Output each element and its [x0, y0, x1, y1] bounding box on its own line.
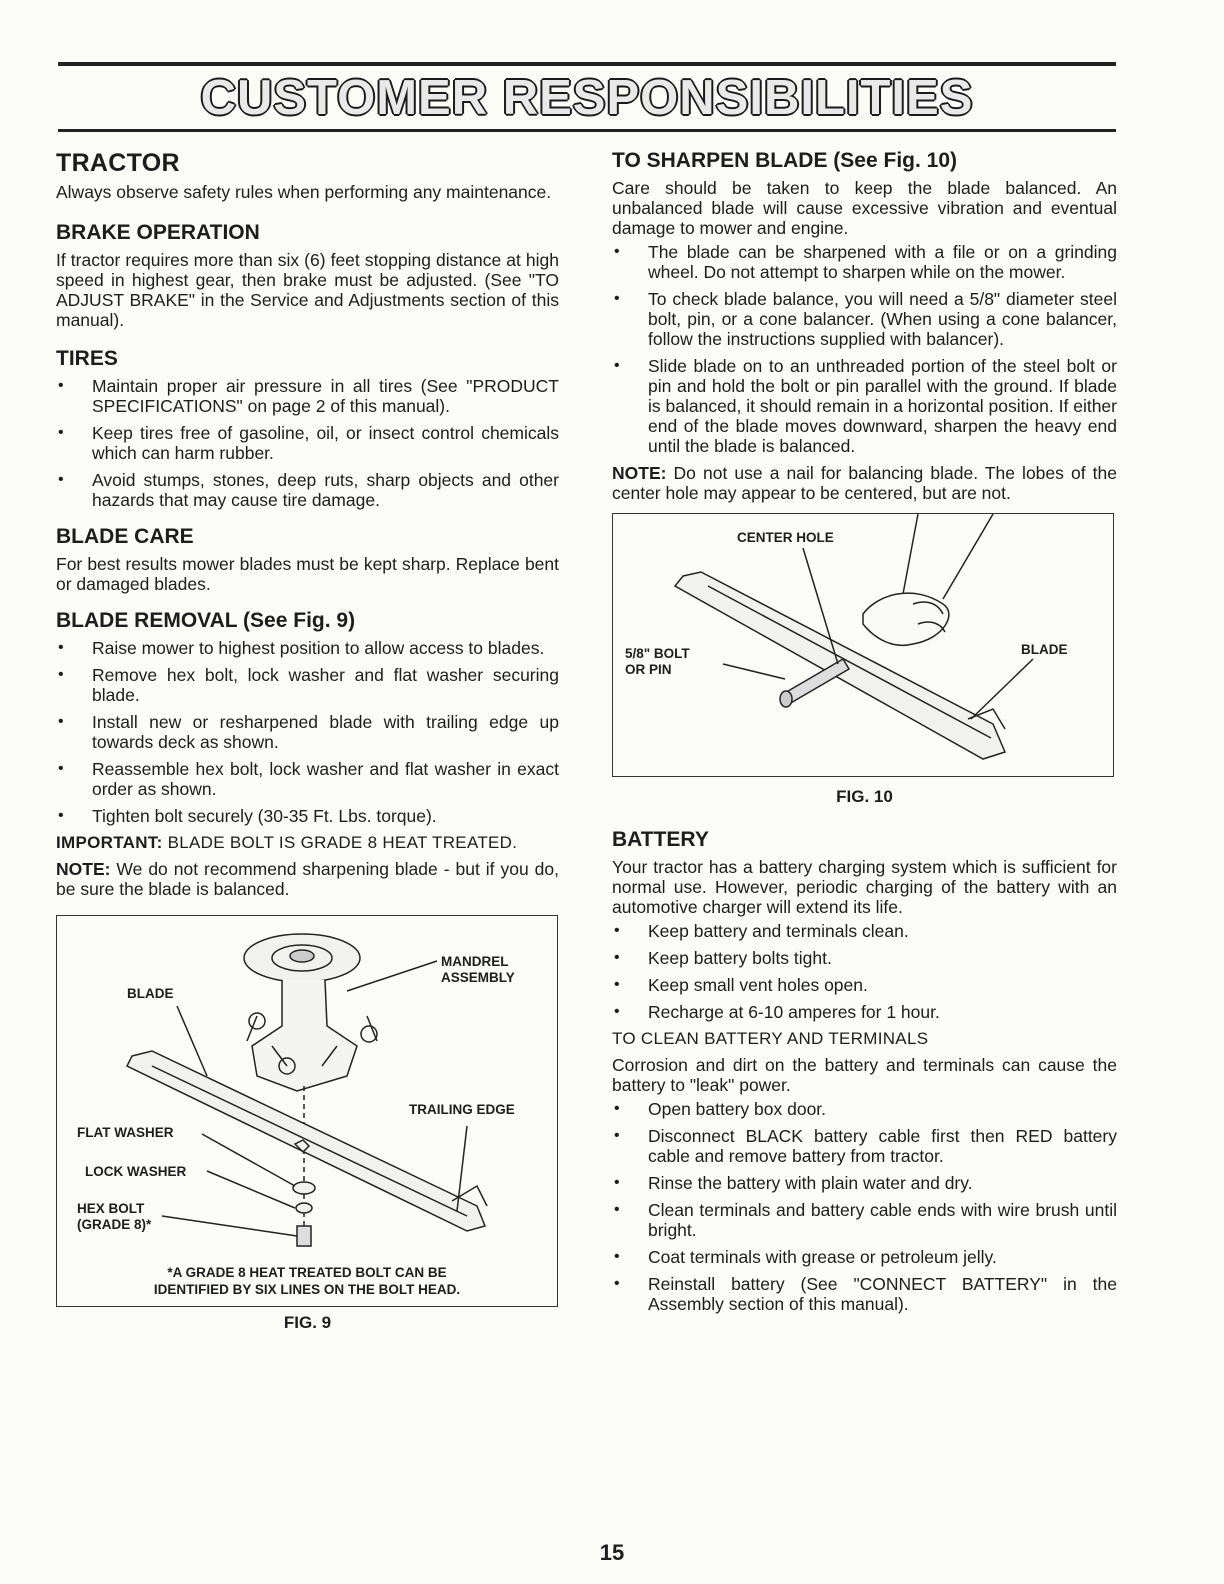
- lock-washer-shape: [296, 1203, 312, 1213]
- header-rule-bottom: [58, 129, 1116, 132]
- list-item: • Coat terminals with grease or petroleum jelly.: [614, 1247, 997, 1267]
- list-item: • Clean terminals and battery cable ends with wire brush until bright.: [614, 1200, 1117, 1240]
- list-item: • Raise mower to highest position to allow access to blades.: [58, 638, 545, 658]
- leader-line: [202, 1134, 295, 1186]
- arm-line: [903, 514, 918, 594]
- leader-line: [347, 961, 437, 991]
- list-item: • Avoid stumps, stones, deep ruts, sharp objects and other hazards that may cause tire damage.: [58, 470, 559, 510]
- leader-line: [207, 1171, 295, 1208]
- bullet-icon: •: [58, 713, 64, 730]
- blade-care-heading: BLADE CARE: [56, 525, 194, 548]
- bullet-icon: •: [58, 807, 64, 824]
- mandrel-body-shape: [252, 980, 357, 1091]
- fig10-label-blade: BLADE: [1021, 642, 1068, 657]
- bullet-icon: •: [58, 471, 64, 488]
- tractor-text: Always observe safety rules when performing any maintenance.: [56, 182, 552, 202]
- fig9-label-lock-washer: LOCK WASHER: [85, 1164, 187, 1179]
- bullet-icon: •: [58, 666, 64, 683]
- bullet-icon: •: [58, 639, 64, 656]
- bullet-icon: •: [614, 1100, 620, 1117]
- battery-text: Your tractor has a battery charging system which is sufficient for normal use. However, periodic charging of the battery with an automotive charger will extend its life.: [612, 857, 1117, 917]
- right-column: [612, 140, 1117, 1321]
- tires-list: [56, 376, 559, 510]
- list-item: • To check blade balance, you will need a 5/8" diameter steel bolt, pin, or a cone balancer. (When using a cone balancer, follow the instructions supplied with balancer).: [614, 289, 1117, 349]
- bolt-end-shape: [780, 691, 792, 707]
- bullet-icon: •: [614, 357, 620, 374]
- mandrel-bolt-shape: [249, 1013, 265, 1029]
- list-item: • Install new or resharpened blade with trailing edge up towards deck as shown.: [58, 712, 559, 752]
- fig9-label-flat-washer: FLAT WASHER: [77, 1125, 174, 1140]
- sharpen-text: Care should be taken to keep the blade balanced. An unbalanced blade will cause excessive vibration and eventual damage to mower and engine.: [612, 178, 1117, 238]
- brake-text: If tractor requires more than six (6) feet stopping distance at high speed in highest gear, then brake must be adjusted. (See "TO ADJUST BRAKE" in the Service and Adjustments section of this manual).: [56, 250, 559, 330]
- list-item: • Maintain proper air pressure in all tires (See "PRODUCT SPECIFICATIONS" on page 2 of this manual).: [58, 376, 559, 416]
- flat-washer-shape: [293, 1182, 315, 1194]
- sharpen-note: NOTE: Do not use a nail for balancing blade. The lobes of the center hole may appear to be centered, but are not.: [612, 463, 1117, 503]
- list-item: • Slide blade on to an unthreaded portion of the steel bolt or pin and hold the bolt or pin parallel with the ground. If blade is balanced, it should remain in a horizontal position. If either end of the blade moves downward, sharpen the heavy end until the blade is balanced.: [614, 356, 1117, 456]
- list-item: • Reinstall battery (See "CONNECT BATTERY" in the Assembly section of this manual).: [614, 1274, 1117, 1314]
- list-item: • Keep small vent holes open.: [614, 975, 868, 995]
- bullet-icon: •: [58, 760, 64, 777]
- list-item: • Open battery box door.: [614, 1099, 827, 1119]
- list-item: • Keep tires free of gasoline, oil, or insect control chemicals which can harm rubber.: [58, 423, 559, 463]
- figure-10: [612, 513, 1114, 777]
- blade-edge-line: [708, 586, 991, 738]
- list-item: • The blade can be sharpened with a file or on a grinding wheel. Do not attempt to sharpen while on the mower.: [614, 242, 1117, 282]
- tractor-heading: TRACTOR: [56, 149, 180, 177]
- page-number: 15: [599, 1540, 625, 1565]
- blade-removal-list: [56, 638, 559, 826]
- bullet-icon: •: [614, 1275, 620, 1292]
- fig10-caption: FIG. 10: [836, 787, 893, 806]
- battery-list: [612, 921, 1117, 1022]
- tires-heading: TIRES: [56, 347, 118, 370]
- list-item: • Remove hex bolt, lock washer and flat washer securing blade.: [58, 665, 559, 705]
- list-item: • Disconnect BLACK battery cable first then RED battery cable and remove battery from tractor.: [614, 1126, 1117, 1166]
- list-item: • Keep battery and terminals clean.: [614, 921, 909, 941]
- page-title: CUSTOMER RESPONSIBILITIES: [200, 71, 974, 125]
- bullet-icon: •: [614, 1127, 620, 1144]
- arm-line: [943, 514, 993, 599]
- hex-bolt-shape: [297, 1226, 311, 1246]
- bullet-icon: •: [58, 424, 64, 441]
- bullet-icon: •: [614, 949, 620, 966]
- blade-removal-note: NOTE: We do not recommend sharpening blade - but if you do, be sure the blade is balanced.: [56, 859, 559, 899]
- hand-shape: [863, 593, 949, 645]
- blade-removal-heading: BLADE REMOVAL (See Fig. 9): [56, 609, 356, 632]
- bullet-icon: •: [614, 922, 620, 939]
- fig9-label-blade: BLADE: [127, 986, 174, 1001]
- fig9-label-mandrel: MANDREL ASSEMBLY: [441, 954, 515, 985]
- sharpen-list: [612, 242, 1117, 456]
- bullet-icon: •: [614, 290, 620, 307]
- blade-care-text: For best results mower blades must be kept sharp. Replace bent or damaged blades.: [56, 554, 559, 594]
- clean-battery-heading: TO CLEAN BATTERY AND TERMINALS: [612, 1029, 929, 1048]
- left-column: [56, 140, 559, 1333]
- header-rule-top: [58, 62, 1116, 66]
- leader-line: [971, 659, 1033, 719]
- fig9-label-trailing-edge: TRAILING EDGE: [409, 1102, 515, 1117]
- brake-heading: BRAKE OPERATION: [56, 221, 260, 244]
- important-line: IMPORTANT: BLADE BOLT IS GRADE 8 HEAT TREATED.: [56, 833, 518, 852]
- leader-line: [723, 664, 785, 679]
- clean-battery-text: Corrosion and dirt on the battery and terminals can cause the battery to "leak" power.: [612, 1055, 1117, 1095]
- list-item: • Keep battery bolts tight.: [614, 948, 832, 968]
- fig9-footnote: *A GRADE 8 HEAT TREATED BOLT CAN BE IDENTIFIED BY SIX LINES ON THE BOLT HEAD.: [153, 1265, 461, 1297]
- fig9-label-hex-bolt: HEX BOLT (GRADE 8)*: [77, 1201, 152, 1232]
- bullet-icon: •: [614, 1174, 620, 1191]
- bullet-icon: •: [614, 1248, 620, 1265]
- bullet-icon: •: [614, 976, 620, 993]
- bullet-icon: •: [614, 1201, 620, 1218]
- bullet-icon: •: [614, 243, 620, 260]
- figure-9: [56, 915, 558, 1307]
- bullet-icon: •: [58, 377, 64, 394]
- list-item: • Recharge at 6-10 amperes for 1 hour.: [614, 1002, 940, 1022]
- pulley-shaft-shape: [290, 950, 314, 962]
- fig9-caption: FIG. 9: [283, 1313, 332, 1332]
- fig10-label-center-hole: CENTER HOLE: [737, 530, 834, 545]
- clean-battery-list: [612, 1099, 1117, 1314]
- sharpen-heading: TO SHARPEN BLADE (See Fig. 10): [612, 149, 958, 172]
- battery-heading: BATTERY: [612, 828, 709, 851]
- list-item: • Tighten bolt securely (30-35 Ft. Lbs. torque).: [58, 806, 437, 826]
- leader-line: [162, 1216, 297, 1236]
- list-item: • Rinse the battery with plain water and dry.: [614, 1173, 973, 1193]
- fig10-label-bolt: 5/8" BOLT OR PIN: [625, 646, 690, 677]
- bullet-icon: •: [614, 1003, 620, 1020]
- list-item: • Reassemble hex bolt, lock washer and flat washer in exact order as shown.: [58, 759, 559, 799]
